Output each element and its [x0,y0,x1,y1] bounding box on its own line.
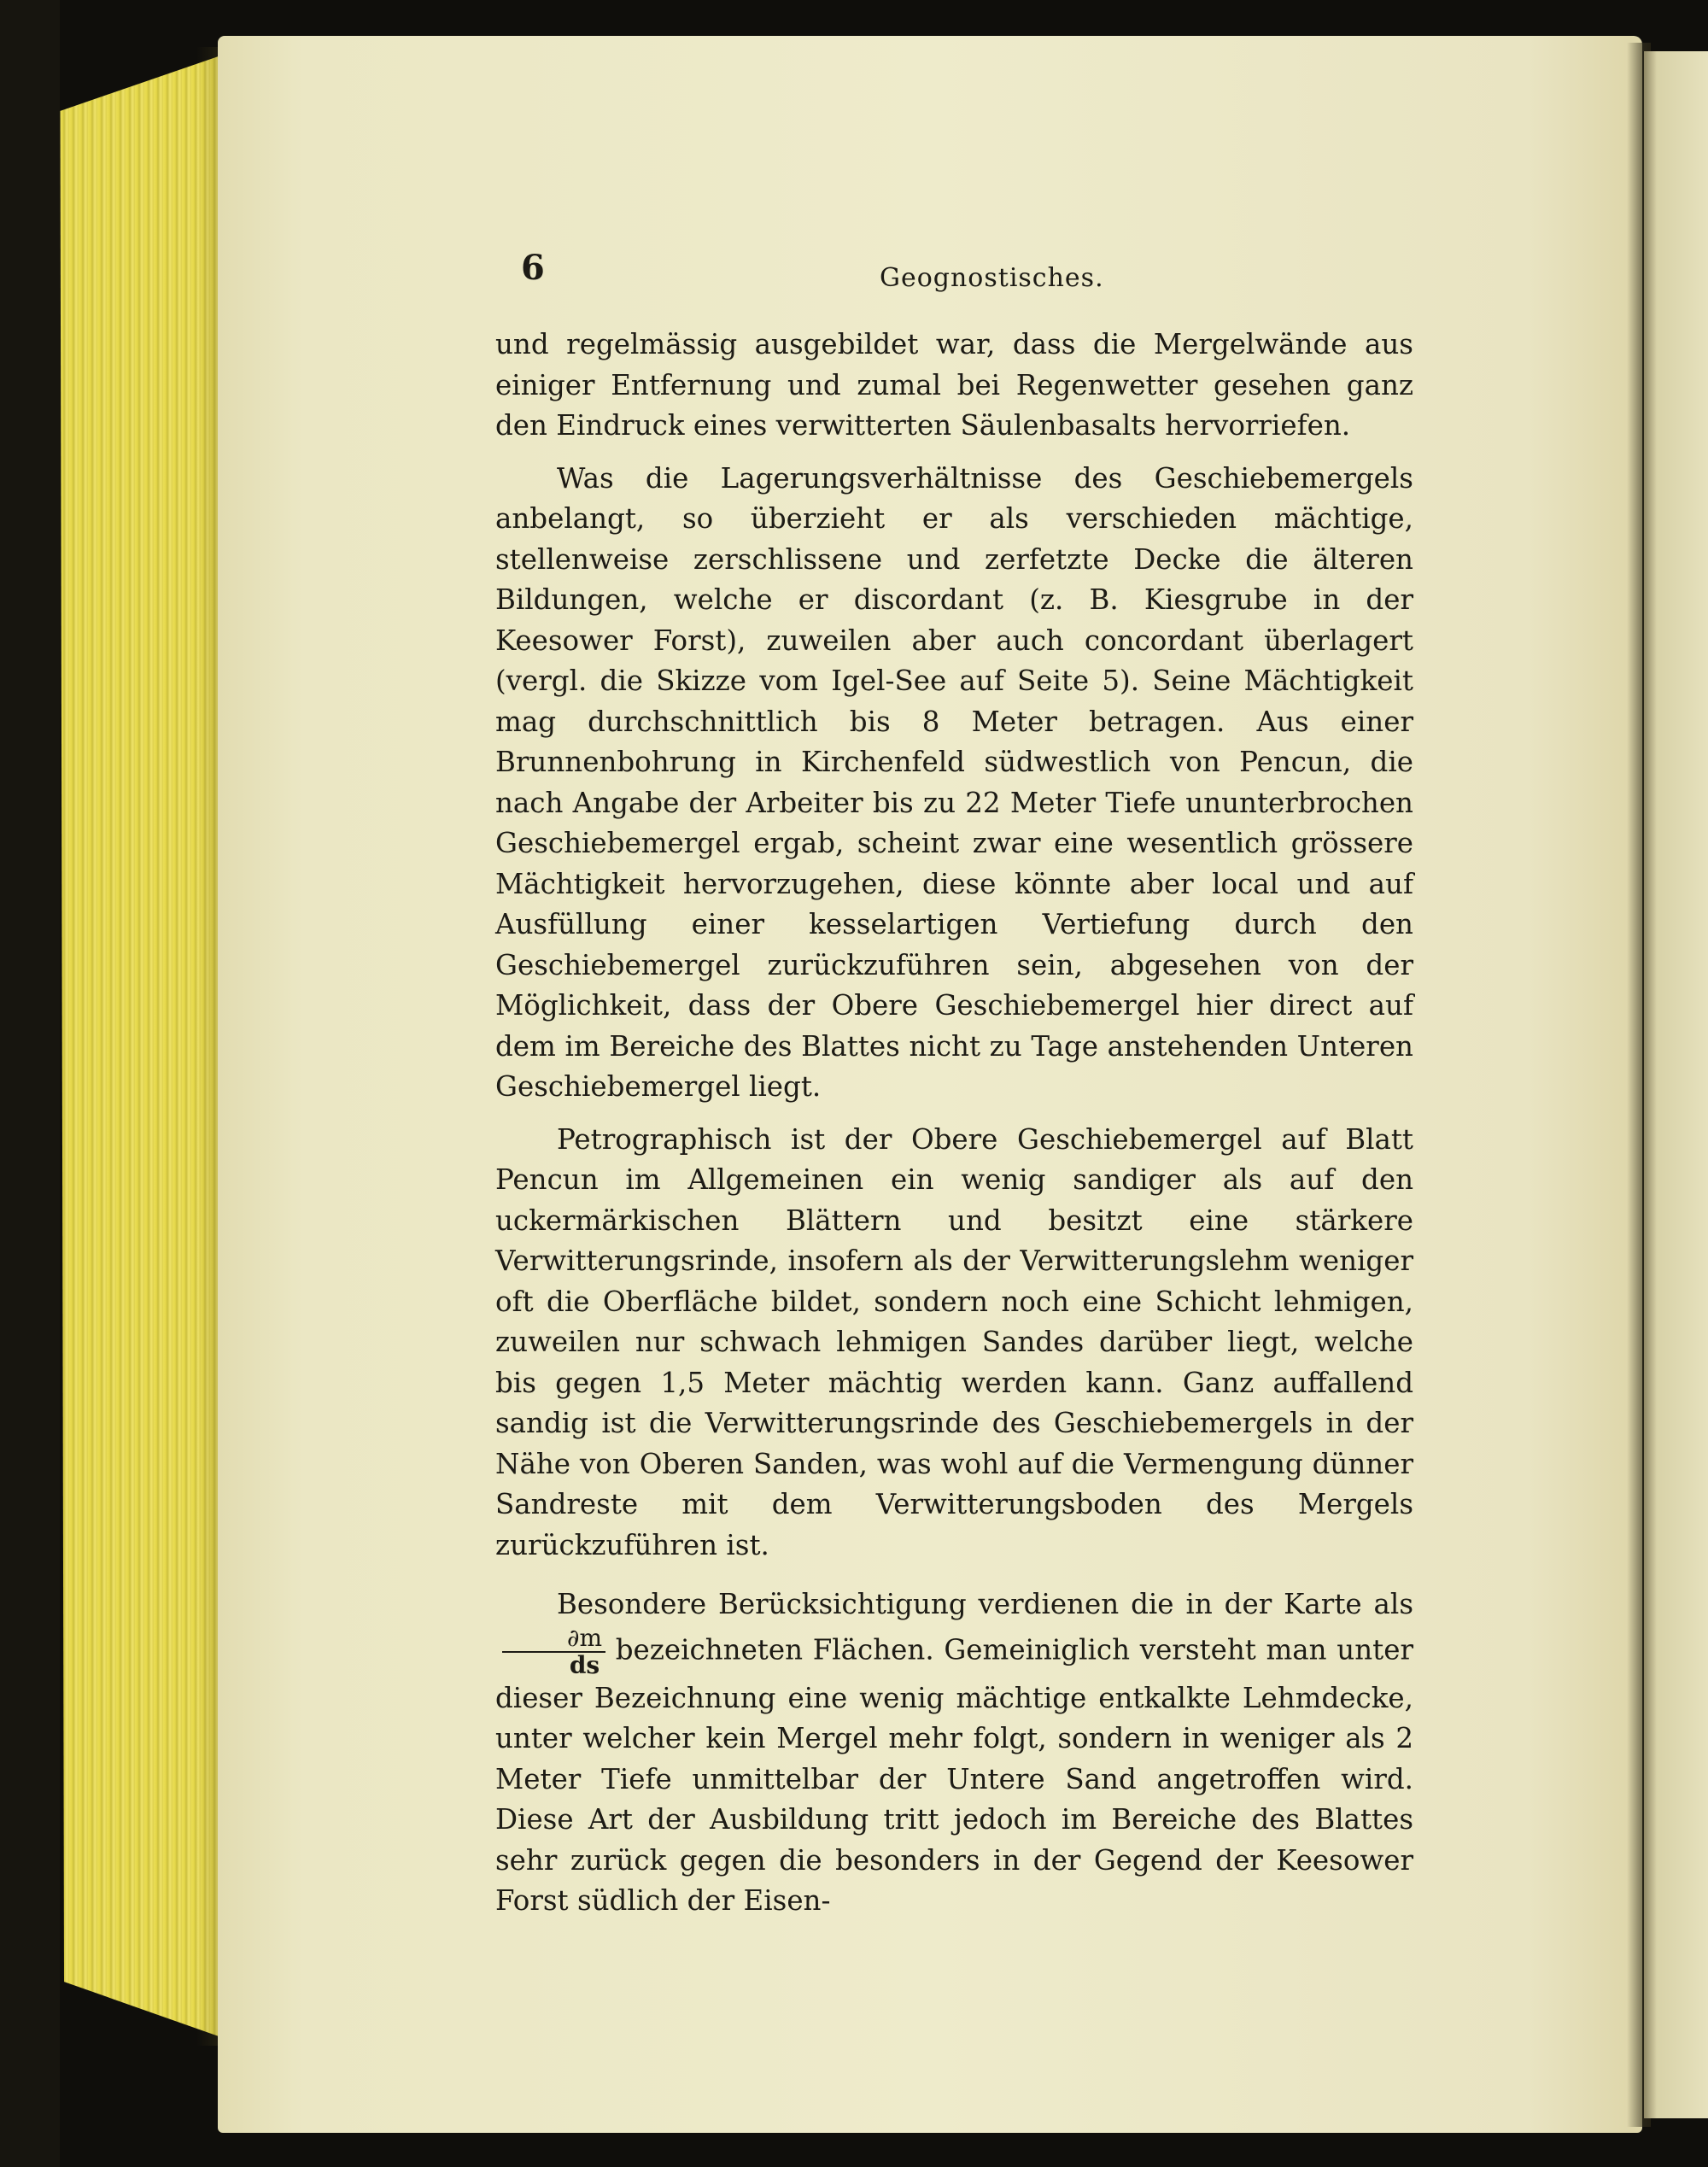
book-cover-edge [0,0,60,2167]
fraction-denominator: ds [569,1650,600,1679]
paragraph-text-after-symbol: bezeichneten Flächen. Gemeiniglich versteht man unter dieser Bezeichnung eine wenig mächtige entkalkte Lehmdecke, unter welcher kein Mergel mehr folgt, sondern in weniger als 2 Meter Tiefe unmittelbar der Untere Sand angetroffen wird. Diese Art der Ausbildung tritt jedoch im Bereiche des Blattes sehr zurück gegen die besonders in der Gegend der Keesower Forst südlich der Eisen- [495,1633,1413,1917]
paragraph-with-symbol [495,1584,1413,1922]
page-number: 6 [521,248,545,288]
page-header [495,248,1413,325]
paragraph: und regelmässig ausgebildet war, dass die Mergelwände aus einiger Entfernung und zumal bei Regenwetter gesehen ganz den Eindruck eines verwitterten Säulenbasalts hervorriefen. [495,328,1413,442]
paragraph: Petrographisch ist der Obere Geschiebemergel auf Blatt Pencun im Allgemeinen ein wenig sandiger als auf den uckermärkischen Blättern und besitzt eine stärkere Verwitterungsrinde, insofern als der Verwitterungslehm weniger oft die Oberfläche bildet, sondern noch eine Schicht lehmigen, zuweilen nur schwach lehmigen Sandes darüber liegt, welche bis gegen 1,5 Meter mächtig werden kann. Ganz auffallend sandig ist die Verwitterungsrinde des Geschiebemergels in der Nähe von Oberen Sanden, was wohl auf die Vermengung dünner Sandreste mit dem Verwitterungsboden des Mergels zurückzuführen ist. [495,1122,1413,1561]
paragraph-text-before-symbol: Besondere Berücksichtigung verdienen die in der Karte als [557,1588,1413,1620]
running-head: Geognostisches. [880,263,1104,293]
page-text-block [495,248,1413,1934]
body-text [495,325,1413,1922]
facing-page-edge [1644,51,1708,2118]
fraction-numerator: ∂m [502,1625,605,1653]
map-symbol-fraction [502,1625,605,1678]
paragraph: Was die Lagerungsverhältnisse des Geschiebemergels anbelangt, so überzieht er als verschieden mächtige, stellenweise zerschlissene und zerfetzte Decke die älteren Bildungen, welche er discordant (z. B. Kiesgrube in der Keesower Forst), zuweilen aber auch concordant überlagert (vergl. die Skizze vom Igel-See auf Seite 5). Seine Mächtigkeit mag durchschnittlich bis 8 Meter betragen. Aus einer Brunnenbohrung in Kirchenfeld südwestlich von Pencun, die nach Angabe der Arbeiter bis zu 22 Meter Tiefe ununterbrochen Geschiebemergel ergab, scheint zwar eine wesentlich grössere Mächtigkeit hervorzugehen, diese könnte aber local und auf Ausfüllung einer kesselartigen Vertiefung durch den Geschiebemergel zurückzuführen sein, abgesehen von der Möglichkeit, dass der Obere Geschiebemergel hier direct auf dem im Bereiche des Blattes nicht zu Tage anstehenden Unteren Geschiebemergel liegt. [495,461,1413,1103]
